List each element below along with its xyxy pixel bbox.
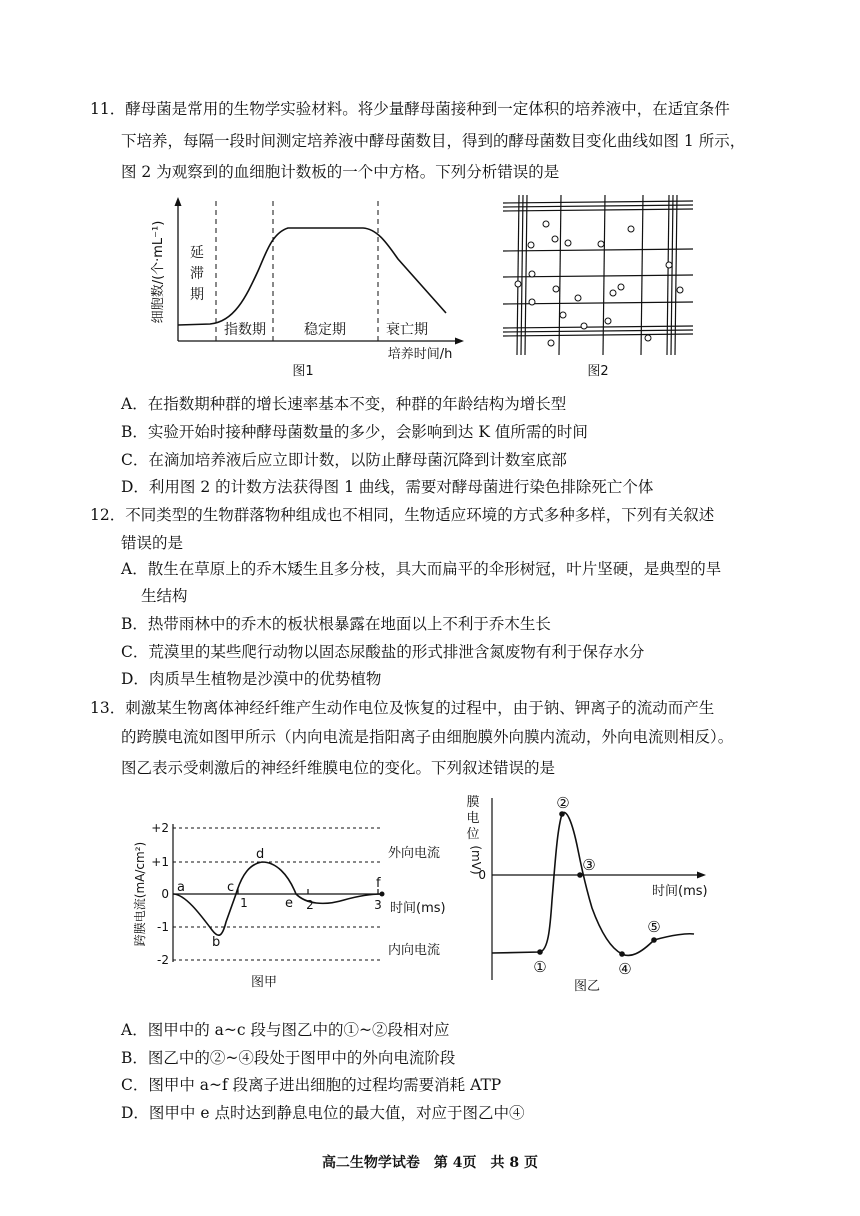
- figure-2-hemocytometer: [495, 193, 700, 383]
- figA-xtick-1: 1: [240, 896, 248, 910]
- q12-option-b: B．热带雨林中的乔木的板状根暴露在地面以上不利于乔木生长: [121, 615, 551, 633]
- q12-option-d: D．肉质旱生植物是沙漠中的优势植物: [121, 670, 382, 688]
- figB-marker-5: ⑤: [647, 918, 661, 936]
- figA-inward-label: 内向电流: [388, 943, 441, 958]
- figA-ylabel: 跨膜电流(mA/cm²): [133, 841, 147, 947]
- fig1-ylabel: 细胞数/(个·mL⁻¹): [151, 220, 166, 324]
- q11-option-b: B．实验开始时接种酵母菌数量的多少，会影响到达 K 值所需的时间: [121, 423, 588, 441]
- figA-point-f: f: [376, 876, 381, 891]
- fig1-phase-stable: 稳定期: [304, 322, 346, 338]
- figB-marker-2: ②: [556, 794, 570, 812]
- figA-outward-label: 外向电流: [388, 846, 441, 861]
- q11-line-2: 下培养，每隔一段时间测定培养液中酵母菌数目，得到的酵母菌数目变化曲线如图 1 所示，: [121, 132, 746, 150]
- figure-jia-membrane-current: [130, 812, 460, 997]
- q13-option-c: C．图甲中 a~f 段离子进出细胞的过程均需要消耗 ATP: [121, 1076, 502, 1094]
- figA-xtick-3: 3: [374, 898, 382, 912]
- figA-point-f-dot: [380, 892, 385, 897]
- q11-line-1: 11．酵母菌是常用的生物学实验材料。将少量酵母菌接种到一定体积的培养液中，在适宜条件: [90, 100, 730, 118]
- figure-yi-membrane-potential: [462, 790, 722, 1000]
- figA-point-c: c: [227, 880, 235, 895]
- q12-line-1: 12．不同类型的生物群落物种组成也不相同，生物适应环境的方式多种多样，下列有关叙述: [90, 506, 715, 524]
- figB-marker-dots: [537, 811, 657, 957]
- q11-option-c: C．在滴加培养液后应立即计数，以防止酵母菌沉降到计数室底部: [121, 451, 567, 469]
- figA-ytick-4: -1: [157, 920, 169, 934]
- fig1-phase-decline: 衰亡期: [386, 322, 428, 338]
- figA-ytick-1: +2: [151, 821, 169, 835]
- q11-line-3: 图 2 为观察到的血细胞计数板的一个中方格。下列分析错误的是: [121, 163, 560, 181]
- figure-1-growth-curve: [148, 193, 478, 383]
- figA-point-b: b: [212, 935, 221, 950]
- fig1-xlabel: 培养时间/h: [387, 347, 453, 362]
- q11-option-d: D．利用图 2 的计数方法获得图 1 曲线，需要对酵母菌进行染色排除死亡个体: [121, 478, 654, 496]
- q12-option-a-cont: 生结构: [141, 587, 188, 605]
- q13-option-a: A．图甲中的 a~c 段与图乙中的①~②段相对应: [121, 1021, 450, 1039]
- q11-option-a: A．在指数期种群的增长速率基本不变，种群的年龄结构为增长型: [121, 395, 567, 413]
- figA-point-e: e: [285, 896, 293, 911]
- fig1-phase-lag-3: 期: [190, 287, 204, 303]
- q13-line-1: 13．刺激某生物离体神经纤维产生动作电位及恢复的过程中，由于钠、钾离子的流动而产生: [90, 699, 715, 717]
- figA-point-d: d: [256, 847, 265, 862]
- page-footer: 高二生物学试卷 第 4页 共 8 页: [321, 1155, 539, 1171]
- figB-x-arrow: [697, 872, 706, 879]
- figB-marker-4: ④: [618, 960, 632, 978]
- fig1-caption: 图1: [292, 364, 314, 379]
- figA-ytick-2: +1: [151, 855, 169, 869]
- fig1-x-arrow: [455, 338, 464, 345]
- q13-line-2: 的跨膜电流如图甲所示（内向电流是指阳离子由细胞膜外向膜内流动，外向电流则相反）。: [121, 728, 734, 746]
- figB-caption: 图乙: [573, 979, 601, 994]
- figA-x-ticks: [238, 889, 378, 894]
- fig1-phase-lag-1: 延: [190, 245, 204, 261]
- q12-line-2: 错误的是: [121, 534, 184, 552]
- q13-option-d: D．图甲中 e 点时达到静息电位的最大值，对应于图乙中④: [121, 1104, 525, 1122]
- figB-ylabel-2: 电: [466, 811, 480, 826]
- figB-ylabel-1: 膜: [466, 795, 480, 810]
- figB-marker-1: ①: [533, 958, 547, 976]
- figB-marker-3: ③: [582, 856, 596, 874]
- fig1-curve: [178, 228, 446, 325]
- fig1-phase-lag-2: 滞: [190, 266, 204, 282]
- figA-curve: [173, 862, 382, 935]
- q13-option-b: B．图乙中的②~④段处于图甲中的外向电流阶段: [121, 1049, 456, 1067]
- figA-point-a: a: [177, 880, 185, 895]
- q12-option-c: C．荒漠里的某些爬行动物以固态尿酸盐的形式排泄含氮废物有利于保存水分: [121, 643, 645, 661]
- figB-zero-label: 0: [478, 868, 486, 882]
- figB-ylabel-3: 位: [466, 827, 480, 842]
- fig1-phase-log: 指数期: [224, 322, 266, 338]
- figA-ytick-5: -2: [157, 953, 169, 967]
- figA-ytick-3: 0: [161, 887, 169, 901]
- q12-option-a: A．散生在草原上的乔木矮生且多分枝，具大而扁平的伞形树冠，叶片坚硬，是典型的旱: [121, 560, 722, 578]
- fig1-y-arrow: [175, 197, 182, 206]
- fig2-caption: 图2: [587, 364, 609, 379]
- figA-caption: 图甲: [250, 975, 278, 990]
- figB-ylabel-4: (mV): [469, 845, 483, 875]
- figA-xlabel: 时间(ms): [390, 901, 446, 916]
- q13-line-3: 图乙表示受刺激后的神经纤维膜电位的变化。下列叙述错误的是: [121, 759, 556, 777]
- figA-xtick-2: 2: [306, 898, 314, 912]
- figB-xlabel: 时间(ms): [652, 884, 708, 899]
